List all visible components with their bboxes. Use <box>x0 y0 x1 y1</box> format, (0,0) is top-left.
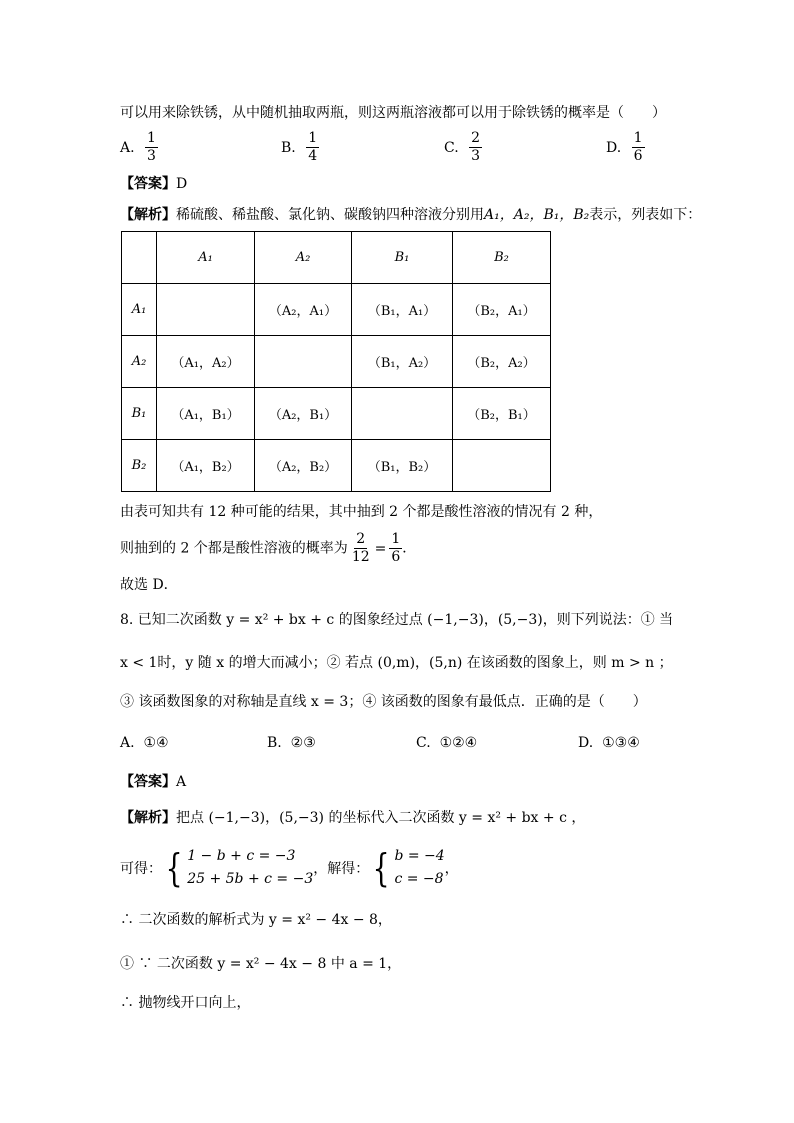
q8-answer <box>120 772 186 792</box>
table-header: A₂ <box>255 232 352 284</box>
q8-option-a <box>120 735 169 751</box>
conclusion-end: ． <box>402 540 417 557</box>
table-cell <box>352 388 453 440</box>
option-fraction: $\frac{2}{3}$ <box>471 130 481 164</box>
brace-icon: { <box>165 846 183 890</box>
option-label: A. <box>120 139 135 156</box>
answer-value: A <box>176 774 187 790</box>
solve-label: ，解得： <box>313 861 370 877</box>
table-header-row <box>122 232 551 284</box>
table-cell: （B₁，A₂） <box>352 336 453 388</box>
option-label: C. <box>444 139 459 156</box>
table-row <box>122 284 551 336</box>
option-label: B. <box>267 735 282 751</box>
q7-answer <box>120 174 187 194</box>
table-cell: （A₁，A₂） <box>157 336 255 388</box>
table-cell: （A₁，B₁） <box>157 388 255 440</box>
q7-choose: 故选 D． <box>120 577 178 593</box>
table-row <box>122 388 551 440</box>
table-cell: （A₂，A₁） <box>255 284 352 336</box>
table-cell: （B₁，A₁） <box>352 284 453 336</box>
table-header <box>122 232 157 284</box>
table-header: B₁ <box>352 232 453 284</box>
table-cell: B₁ <box>122 388 157 440</box>
q8-stem-line-1: 8. 已知二次函数 y = x² + bx + c 的图象经过点 (−1,−3)，(5,−3)，则下列说法：① 当 <box>120 612 674 628</box>
table-cell: （A₁，B₂） <box>157 440 255 492</box>
table-cell <box>157 284 255 336</box>
table-cell: （B₁，B₂） <box>352 440 453 492</box>
q8-stem-line-3: ③ 该函数图象的对称轴是直线 x = 3；④ 该函数的图象有最低点．正确的是（ ） <box>120 694 647 710</box>
equation: 1 − b + c = −3 <box>187 848 296 864</box>
table-header: A₁ <box>157 232 255 284</box>
answer-tag: 【答案】 <box>120 774 176 790</box>
analysis-text: 把点 (−1,−3)，(5,−3) 的坐标代入二次函数 y = x² + bx + c ， <box>176 810 586 826</box>
option-fraction: $\frac{1}{3}$ <box>147 130 156 164</box>
table-cell: B₂ <box>122 440 157 492</box>
q7-option-b <box>281 130 319 165</box>
answer-tag: 【答案】 <box>120 176 176 192</box>
option-text: ②③ <box>290 735 316 751</box>
option-text: ①④ <box>143 735 169 751</box>
conclusion-fraction-1: $\frac{2}{12}$ <box>351 531 370 565</box>
q8-stem-line-2: x < 1时，y 随 x 的增大而减小；② 若点 (0,m)，(5,n) 在该函数的图象上，则 m > n ； <box>120 655 673 671</box>
table-cell: A₂ <box>122 336 157 388</box>
conclusion-equals: = <box>374 540 387 557</box>
outcome-table <box>121 231 551 492</box>
analysis-tag: 【解析】 <box>120 810 176 826</box>
q8-analysis-open: ∴ 抛物线开口向上， <box>120 995 251 1011</box>
table-row <box>122 336 551 388</box>
analysis-text: 稀硫酸、稀盐酸、氯化钠、碳酸钠四种溶液分别用 <box>176 207 484 223</box>
option-text: ①③④ <box>602 735 640 751</box>
equation-end: ， <box>444 861 459 877</box>
table-cell <box>453 440 551 492</box>
q8-equation-system <box>120 845 459 891</box>
q7-conclusion-2 <box>120 531 416 566</box>
q7-option-c <box>444 130 482 165</box>
option-fraction: $\frac{1}{4}$ <box>308 130 318 164</box>
q8-option-d <box>578 735 640 751</box>
option-label: C. <box>416 735 431 751</box>
q8-option-b <box>267 735 316 751</box>
q7-conclusion-1: 由表可知共有 12 种可能的结果，其中抽到 2 个都是酸性溶液的情况有 2 种， <box>120 504 603 520</box>
q7-stem: 可以用来除铁锈，从中随机抽取两瓶，则这两瓶溶液都可以用于除铁锈的概率是（ ） <box>120 105 666 121</box>
analysis-vars: A₁，A₂，B₁，B₂ <box>484 207 590 223</box>
option-label: A. <box>120 735 135 751</box>
table-cell: A₁ <box>122 284 157 336</box>
table-cell: （A₂，B₂） <box>255 440 352 492</box>
option-label: D. <box>606 139 622 156</box>
system-1 <box>162 845 313 891</box>
q8-analysis-line-1 <box>120 808 585 828</box>
table-cell: （B₂，A₁） <box>453 284 551 336</box>
q7-analysis <box>120 205 701 225</box>
table-cell: （A₂，B₁） <box>255 388 352 440</box>
option-text: ①②④ <box>439 735 478 751</box>
analysis-tag: 【解析】 <box>120 207 176 223</box>
table-row <box>122 440 551 492</box>
table-header: B₂ <box>453 232 551 284</box>
system-2 <box>369 845 444 891</box>
equation: 25 + 5b + c = −3 <box>187 871 314 887</box>
option-label: D. <box>578 735 594 751</box>
table-cell <box>255 336 352 388</box>
conclusion-text: 则抽到的 2 个都是酸性溶液的概率为 <box>120 540 348 557</box>
q8-analysis-expression: ∴ 二次函数的解析式为 y = x² − 4x − 8， <box>120 912 392 928</box>
q8-analysis-a: ① ∵ 二次函数 y = x² − 4x − 8 中 a = 1， <box>120 956 402 972</box>
table-cell: （B₂，B₁） <box>453 388 551 440</box>
option-fraction: $\frac{1}{6}$ <box>633 130 643 164</box>
option-label: B. <box>281 139 296 156</box>
q8-option-c <box>416 735 477 751</box>
q7-option-a <box>120 130 158 165</box>
q7-option-d <box>606 130 645 165</box>
analysis-tail: 表示，列表如下： <box>589 207 702 223</box>
answer-value: D <box>176 176 188 192</box>
obtain-label: 可得： <box>120 861 162 877</box>
table-cell: （B₂，A₂） <box>453 336 551 388</box>
equation: c = −8 <box>394 871 444 887</box>
brace-icon: { <box>372 846 390 890</box>
equation: b = −4 <box>394 848 445 864</box>
conclusion-fraction-2: $\frac{1}{6}$ <box>391 531 401 565</box>
